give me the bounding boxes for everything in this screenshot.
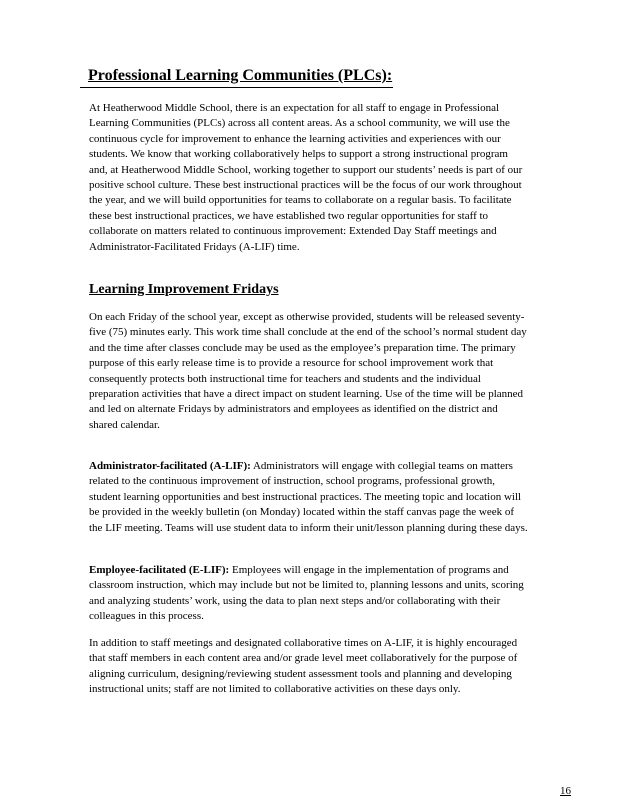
intro-paragraph: At Heatherwood Middle School, there is an expectation for all staff to engage in Professional Learning Communities (PLCs) across all content areas. As a school community, we will use the continuous cycle for improvement to enhance the learning activities and experiences with our students. We know that working collaboratively helps to support a strong instructional program and, at Heatherwood Middle School, working together to support our students’ needs is part of our positive school culture. These best instructional practices will be the focus of our work throughout the year, and we will build opportunities for teams to collaborate on a regular basis. To facilitate these best instructional practices, we have established two regular opportunities for staff to collaborate on matters related to continuous improvement: Extended Day Staff meetings and Administrator-Facilitated Fridays (A-LIF) time. (89, 102, 523, 253)
alif-lead: Administrator-facilitated (A-LIF): (89, 460, 251, 472)
closing-paragraph: In addition to staff meetings and designated collaborative times on A-LIF, it is highly encouraged that staff members in each content area and/or grade level meet collaboratively for the purpose of aligning curriculum, designing/reviewing student assessment tools and planning and developing instructional units; staff are not limited to collaborative activities on these days only. (89, 637, 518, 696)
elif-lead: Employee-facilitated (E-LIF): (89, 564, 230, 576)
page-title: Professional Learning Communities (PLCs): (80, 66, 393, 88)
page-number: 16 (560, 785, 571, 797)
alif-paragraph (89, 459, 528, 536)
alif-text: Administrators will engage with collegial teams on matters related to the continuous improvement of instruction, school programs, professional growth, student learning opportunities and best instructional practices. The meeting topic and location will be provided in the weekly bulletin (on Monday) located within the staff canvas page the week of the LIF meeting. Teams will use student data to inform their unit/lesson planning during these days. (89, 460, 528, 534)
elif-paragraph (89, 563, 528, 625)
elif-text: Employees will engage in the implementation of programs and classroom instruction, which may include but not be limited to, planning lessons and units, scoring and analyzing students’ work, using the data to plan next steps and/or collaborating with their colleagues in this process. (89, 564, 524, 623)
section-heading: Learning Improvement Fridays (89, 282, 279, 297)
lif-paragraph: On each Friday of the school year, except as otherwise provided, students will be released seventy-five (75) minutes early. This work time shall conclude at the end of the school’s normal student day and the time after classes conclude may be used as the employee’s preparation time. The primary purpose of this early release time is to provide a resource for school improvement work that consequently protects both instructional time for teachers and students and the individual preparation activities that have a direct impact on student learning. Use of the time will be planned and led on alternate Fridays by administrators and employees as identified on the district and shared calendar. (89, 311, 527, 431)
